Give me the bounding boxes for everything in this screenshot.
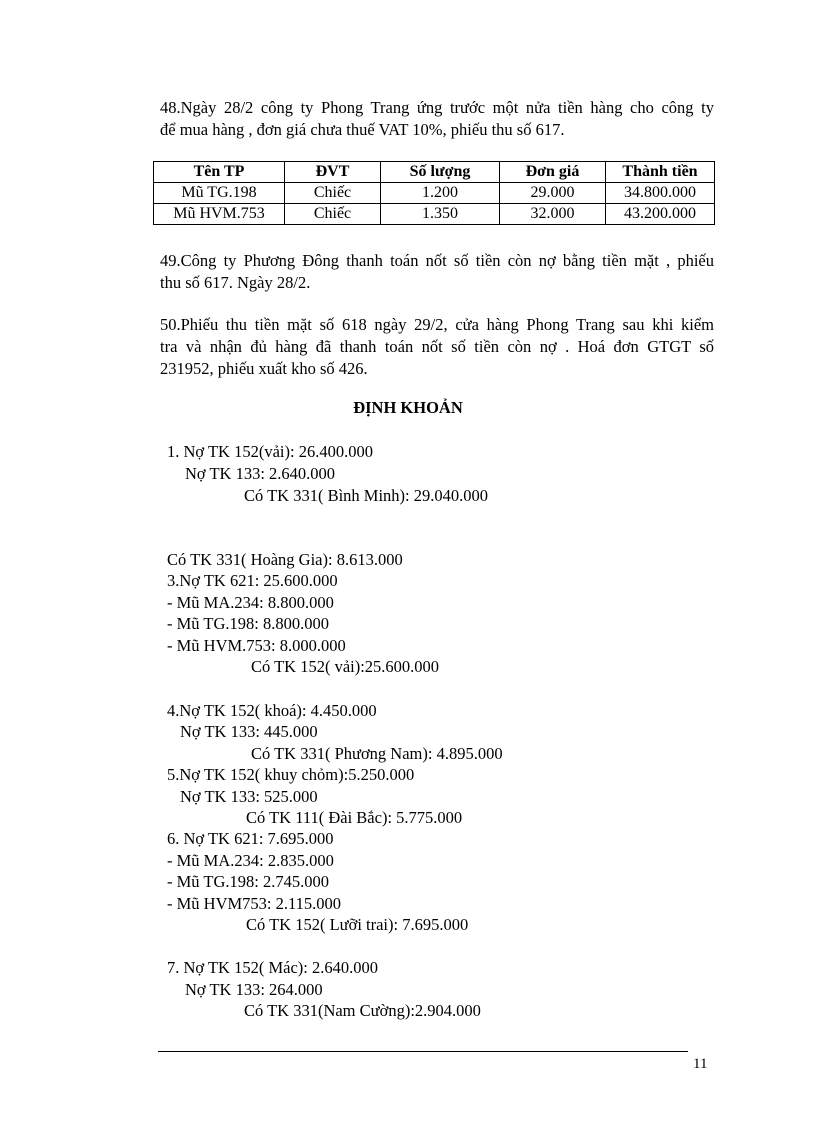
header-unit-price: Đơn giá [500, 162, 606, 183]
paragraph-48-line-1: 48.Ngày 28/2 công ty Phong Trang ứng trước một nửa tiền hàng cho công ty [160, 98, 714, 117]
cell-quantity: 1.200 [381, 183, 500, 204]
entry-line: Có TK 331( Phương Nam): 4.895.000 [251, 744, 503, 763]
cell-unit-price: 32.000 [500, 204, 606, 225]
entry-line: Có TK 111( Đài Bắc): 5.775.000 [246, 808, 463, 827]
cell-unit: Chiếc [285, 183, 381, 204]
table-row [154, 183, 715, 204]
entry-line: Nợ TK 133: 2.640.000 [185, 464, 336, 483]
paragraph-49-line-2: thu số 617. Ngày 28/2. [160, 273, 311, 292]
header-product-name: Tên TP [154, 162, 285, 183]
paragraph-48 [160, 97, 714, 141]
entry-line: 3.Nợ TK 621: 25.600.000 [167, 571, 338, 590]
header-amount: Thành tiền [606, 162, 715, 183]
entry-line: Có TK 331(Nam Cường):2.904.000 [244, 1001, 481, 1020]
entry-line: Có TK 331( Bình Minh): 29.040.000 [244, 486, 488, 505]
cell-amount: 43.200.000 [606, 204, 715, 225]
cell-unit-price: 29.000 [500, 183, 606, 204]
header-unit: ĐVT [285, 162, 381, 183]
entry-line: Có TK 152( Lưỡi trai): 7.695.000 [246, 915, 469, 934]
table-header-row [154, 162, 715, 183]
paragraph-48-line-2: để mua hàng , đơn giá chưa thuế VAT 10%, phiếu thu số 617. [160, 120, 565, 139]
paragraph-50 [160, 314, 714, 380]
entry-line: - Mũ TG.198: 8.800.000 [167, 614, 329, 633]
entry-line: - Mũ HVM.753: 8.000.000 [167, 636, 346, 655]
entry-line: Nợ TK 133: 445.000 [180, 722, 318, 741]
cell-unit: Chiếc [285, 204, 381, 225]
entry-line: Nợ TK 133: 525.000 [180, 787, 318, 806]
entry-line: Nợ TK 133: 264.000 [185, 980, 323, 999]
entry-line: - Mũ TG.198: 2.745.000 [167, 872, 329, 891]
cell-quantity: 1.350 [381, 204, 500, 225]
section-title: ĐỊNH KHOẢN [353, 398, 463, 417]
entry-line: 4.Nợ TK 152( khoá): 4.450.000 [167, 701, 377, 720]
entry-line: - Mũ MA.234: 8.800.000 [167, 593, 334, 612]
entry-line: 1. Nợ TK 152(vải): 26.400.000 [167, 442, 373, 461]
paragraph-50-line-3: 231952, phiếu xuất kho số 426. [160, 359, 368, 378]
table-row [154, 204, 715, 225]
cell-amount: 34.800.000 [606, 183, 715, 204]
paragraph-49-line-1: 49.Công ty Phương Đông thanh toán nốt số tiền còn nợ bằng tiền mặt , phiếu [160, 251, 714, 270]
entry-line: 7. Nợ TK 152( Mác): 2.640.000 [167, 958, 378, 977]
entry-line: - Mũ HVM753: 2.115.000 [167, 894, 342, 913]
footer-rule [158, 1051, 688, 1052]
header-quantity: Số lượng [381, 162, 500, 183]
cell-product: Mũ TG.198 [154, 183, 285, 204]
entry-line: Có TK 331( Hoàng Gia): 8.613.000 [167, 550, 403, 569]
entry-line: 6. Nợ TK 621: 7.695.000 [167, 829, 334, 848]
cell-product: Mũ HVM.753 [154, 204, 285, 225]
goods-table [153, 161, 715, 225]
entry-line: - Mũ MA.234: 2.835.000 [167, 851, 334, 870]
paragraph-50-line-2: tra và nhận đủ hàng đã thanh toán nốt số tiền còn nợ . Hoá đơn GTGT số [160, 337, 714, 356]
paragraph-49 [160, 250, 714, 294]
entry-line: Có TK 152( vải):25.600.000 [251, 657, 440, 676]
paragraph-50-line-1: 50.Phiếu thu tiền mặt số 618 ngày 29/2, cửa hàng Phong Trang sau khi kiểm [160, 315, 714, 334]
page-number: 11 [693, 1056, 708, 1072]
entry-line: 5.Nợ TK 152( khuy chỏm):5.250.000 [167, 765, 415, 784]
